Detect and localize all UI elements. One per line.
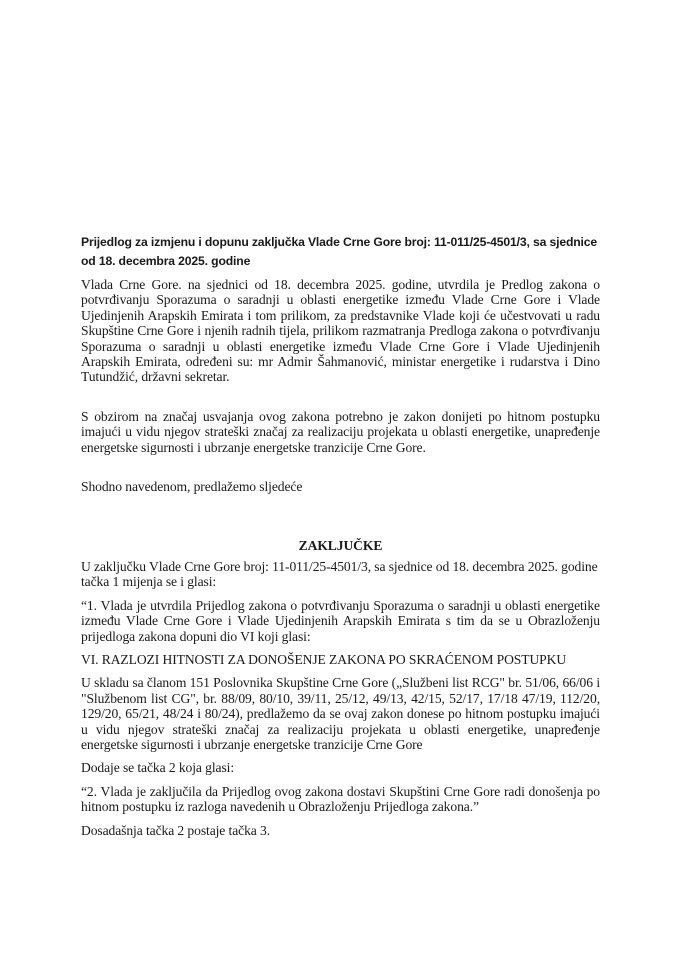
section-vi-title: VI. RAZLOZI HITNOSTI ZA DONOŠENJE ZAKONA PO SKRAĆENOM POSTUPKU — [81, 651, 567, 667]
point-2: “2. Vlada je zaključila da Prijedlog ovog zakona dostavi Skupštini Crne Gore radi donošenja po hitnom postupku iz razloga navedenih u Obrazloženju Prijedloga zakona.” — [81, 783, 600, 815]
section-vi-body: U skladu sa članom 151 Poslovnika Skupštine Crne Gore („Službeni list RCG" br. 51/06, 66/06 i "Službenom list CG", br. 88/09, 80/10, 39/11, 25/12, 49/13, 42/15, 52/17, 17/18 47/19, 112/20, 129/20, 65/21, 48/24 i 80/24), predlažemo da se ovaj zakon donese po hitnom postupku imajući u vidu njegov strateški značaj za realizaciju projekata u oblasti energetike, unapređenje energetske sigurnosti i ubrzanje energetske tranzicije Crne Gore — [81, 675, 600, 752]
renumber-note: Dosadašnja tačka 2 postaje tačka 3. — [81, 822, 271, 838]
point-1: “1. Vlada je utvrdila Prijedlog zakona o potvrđivanju Sporazuma o saradnji u oblasti energetike između Vlade Crne Gore i Vlade Ujedinjenih Arapskih Emirata s tim da se u Obrazloženju prijedloga zakona dopuni dio VI koji glasi: — [81, 597, 600, 644]
document-body — [81, 233, 600, 838]
amendment-intro: U zaključku Vlade Crne Gore broj: 11-011/25-4501/3, sa sjednice od 18. decembra 2025. godine tačka 1 mijenja se i glasi: — [81, 558, 598, 590]
add-point-note: Dodaje se tačka 2 koja glasi: — [81, 760, 234, 776]
document-title: Prijedlog za izmjenu i dopunu zaključka Vlade Crne Gore broj: 11-011/25-4501/3, sa sjednice od 18. decembra 2025. godine — [81, 235, 598, 268]
intro-paragraph: Vlada Crne Gore. na sjednici od 18. decembra 2025. godine, utvrdila je Predlog zakona o potvrđivanju Sporazuma o saradnji u oblasti energetike između Vlade Crne Gore i Vlade Ujedinjenih Arapskih Emirata i tom prilikom, za predstavnike Vlade koji će učestvovati u radu Skupštine Crne Gore i njenih radnih tijela, prilikom razmatranja Predloga zakona o potvrđivanju Sporazuma o saradnji u oblasti energetike između Vlade Crne Gore i Vlade Ujedinjenih Arapskih Emirata, određeni su: mr Admir Šahmanović, ministar energetike i rudarstva i Dino Tutundžić, državni sekretar. — [81, 277, 600, 385]
conclusions-heading: ZAKLJUČKE — [298, 538, 383, 554]
proposal-paragraph: Shodno navedenom, predlažemo sljedeće — [81, 479, 303, 495]
urgency-paragraph: S obzirom na značaj usvajanja ovog zakona potrebno je zakon donijeti po hitnom postupku imajući u vidu njegov strateški značaj za realizaciju projekata u oblasti energetike, unapređenje energetske sigurnosti i ubrzanje energetske tranzicije Crne Gore. — [81, 408, 600, 455]
